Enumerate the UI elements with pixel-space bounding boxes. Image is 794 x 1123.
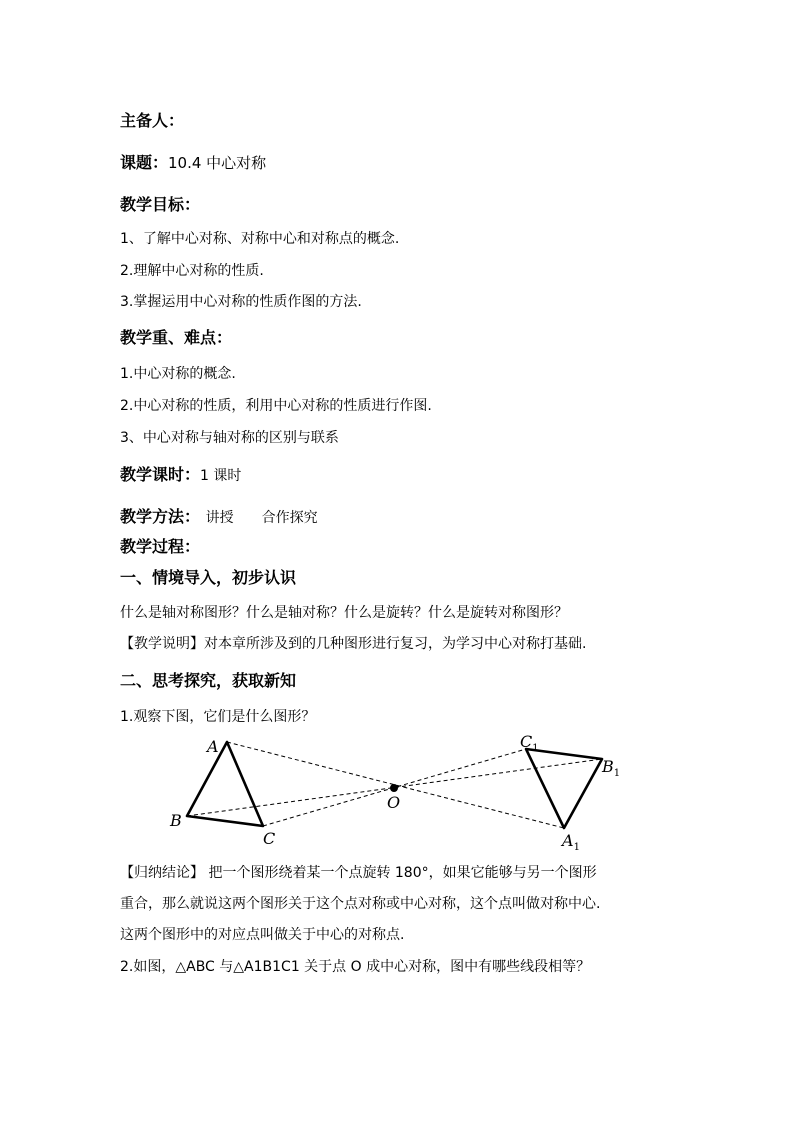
objective-item: 3.掌握运用中心对称的性质作图的方法.	[120, 294, 362, 310]
label-o: O	[387, 793, 401, 812]
key-point-item: 2.中心对称的性质，利用中心对称的性质进行作图.	[120, 398, 432, 414]
objective-item: 2.理解中心对称的性质.	[120, 263, 264, 279]
key-point-item: 3、中心对称与轴对称的区别与联系	[120, 430, 339, 446]
section1-question: 什么是轴对称图形？什么是轴对称？什么是旋转？什么是旋转对称图形？	[120, 605, 568, 621]
section1-title: 一、情境导入，初步认识	[120, 568, 297, 587]
center-point-o	[390, 784, 398, 792]
section2-question2: 2.如图，△ABC 与△A1B1C1 关于点 O 成中心对称，图中有哪些线段相等？	[120, 959, 591, 975]
class-hours-label: 教学课时：	[120, 465, 201, 484]
label-b: B	[170, 811, 182, 830]
conclusion-line: 【归纳结论】 把一个图形绕着某一个点旋转 180°，如果它能够与另一个图形	[120, 865, 597, 881]
section2-title: 二、思考探究，获取新知	[120, 671, 297, 690]
label-c: C	[263, 829, 276, 848]
label-a: A	[207, 737, 219, 756]
key-point-item: 1.中心对称的概念.	[120, 366, 236, 382]
process-heading: 教学过程：	[120, 537, 201, 556]
objectives-heading: 教学目标：	[120, 195, 201, 214]
class-hours-line	[120, 462, 241, 485]
central-symmetry-figure	[165, 732, 625, 854]
objective-item: 1、了解中心对称、对称中心和对称点的概念.	[120, 231, 400, 247]
key-points-heading: 教学重、难点：	[120, 328, 233, 347]
label-c1: $C_1$	[520, 732, 539, 754]
section1-note: 【教学说明】对本章所涉及到的几种图形进行复习，为学习中心对称打基础.	[120, 636, 587, 652]
label-a1: $A_1$	[562, 831, 580, 853]
conclusion-line: 重合，那么就说这两个图形关于这个点对称或中心对称，这个点叫做对称中心.	[120, 896, 601, 912]
conclusion-line: 这两个图形中的对应点叫做关于中心的对称点.	[120, 927, 405, 943]
method-cooperative: 合作探究	[261, 510, 318, 526]
methods-line	[120, 504, 318, 527]
method-lecture: 讲授	[205, 510, 234, 526]
label-b1: $B_1$	[602, 757, 621, 779]
section2-question1: 1.观察下图，它们是什么图形？	[120, 709, 316, 725]
methods-label: 教学方法：	[120, 507, 201, 526]
topic-label: 课题：	[120, 153, 169, 172]
triangle-abc	[187, 742, 263, 826]
class-hours-value: 1 课时	[200, 468, 242, 484]
topic-value: 10.4 中心对称	[168, 154, 267, 172]
preparer-label: 主备人：	[120, 111, 185, 130]
topic-line	[120, 150, 266, 173]
